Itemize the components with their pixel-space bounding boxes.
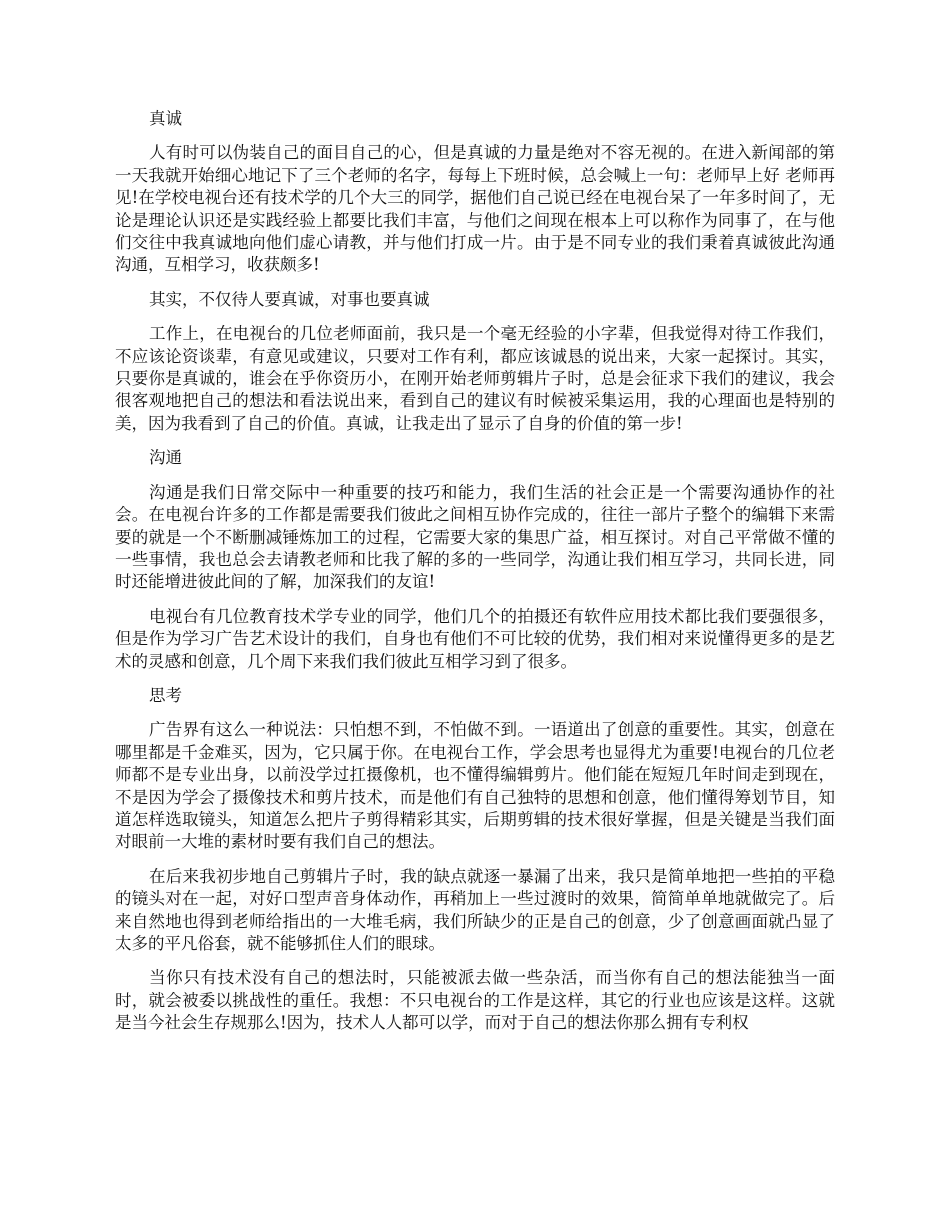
paragraph-communication-1: 沟通是我们日常交际中一种重要的技巧和能力，我们生活的社会正是一个需要沟通协作的社会。在电视台许多的工作都是需要我们彼此之间相互协作完成的，往往一部片子整个的编辑下来需要的就是一个不断删减锤炼加工的过程，它需要大家的集思广益，相互探讨。对自己平常做不懂的一些事情，我也总会去请教老师和比我了解的多的一些同学，沟通让我们相互学习，共同长进，同时还能增进彼此间的了解，加深我们的友谊! bbox=[115, 482, 835, 592]
paragraph-thinking-3: 当你只有技术没有自己的想法时，只能被派去做一些杂活，而当你有自己的想法能独当一面时，就会被委以挑战性的重任。我想：不只电视台的工作是这样，其它的行业也应该是这样。这就是当今社会生存规那么!因为，技术人人都可以学，而对于自己的想法你那么拥有专利权 bbox=[115, 968, 835, 1033]
paragraph-sincerity-work: 工作上，在电视台的几位老师面前，我只是一个毫无经验的小字辈，但我觉得对待工作我们，不应该论资谈辈，有意见或建议，只要对工作有利，都应该诚恳的说出来，大家一起探讨。其实，只要你是真诚的，谁会在乎你资历小，在刚开始老师剪辑片子时，总是会征求下我们的建议，我会很客观地把自己的想法和看法说出来，看到自己的建议有时候被采集运用，我的心理面也是特别的美，因为我看到了自己的价值。真诚，让我走出了显示了自身的价值的第一步! bbox=[115, 324, 835, 433]
paragraph-communication-2: 电视台有几位教育技术学专业的同学，他们几个的拍摄还有软件应用技术都比我们要强很多，但是作为学习广告艺术设计的我们，自身也有他们不可比较的优势，我们相对来说懂得更多的是艺术的灵感和创意，几个周下来我们我们彼此互相学习到了很多。 bbox=[115, 606, 835, 671]
paragraph-thinking-1: 广告界有这么一种说法：只怕想不到，不怕做不到。一语道出了创意的重要性。其实，创意在哪里都是千金难买，因为，它只属于你。在电视台工作，学会思考也显得尤为重要!电视台的几位老师都不是专业出身，以前没学过扛摄像机，也不懂得编辑剪片。他们能在短短几年时间走到现在，不是因为学会了摄像技术和剪片技术，而是他们有自己独特的思想和创意，他们懂得筹划节目，知道怎样选取镜头，知道怎么把片子剪得精彩其实，后期剪辑的技术很好掌握，但是关键是当我们面对眼前一大堆的素材时要有我们自己的想法。 bbox=[115, 720, 835, 852]
paragraph-sincerity-intro: 人有时可以伪装自己的面目自己的心，但是真诚的力量是绝对不容无视的。在进入新闻部的第一天我就开始细心地记下了三个老师的名字，每每上下班时候，总会喊上一句：老师早上好 老师再见!在学校电视台还有技术学的几个大三的同学，据他们自己说已经在电视台呆了一年多时间了，无论是理论认识还是实践经验上都要比我们丰富，与他们之间现在根本上可以称作为同事了，在与他们交往中我真诚地向他们虚心请教，并与他们打成一片。由于是不同专业的我们秉着真诚彼此沟通沟通，互相学习，收获颇多! bbox=[115, 143, 835, 275]
paragraph-thinking-2: 在后来我初步地自己剪辑片子时，我的缺点就逐一暴漏了出来，我只是简单地把一些拍的平稳的镜头对在一起，对好口型声音身体动作，再稍加上一些过渡时的效果，简简单单地就做完了。后来自然地也得到老师给指出的一大堆毛病，我们所缺少的正是自己的创意，少了创意画面就凸显了太多的平凡俗套，就不能够抓住人们的眼球。 bbox=[115, 866, 835, 953]
section-heading-sincerity-work: 其实，不仅待人要真诚，对事也要真诚 bbox=[149, 289, 430, 309]
section-heading-sincerity: 真诚 bbox=[149, 109, 182, 128]
document-body bbox=[115, 108, 835, 1047]
section-heading-communication: 沟通 bbox=[149, 448, 182, 468]
section-heading-thinking: 思考 bbox=[149, 685, 182, 705]
